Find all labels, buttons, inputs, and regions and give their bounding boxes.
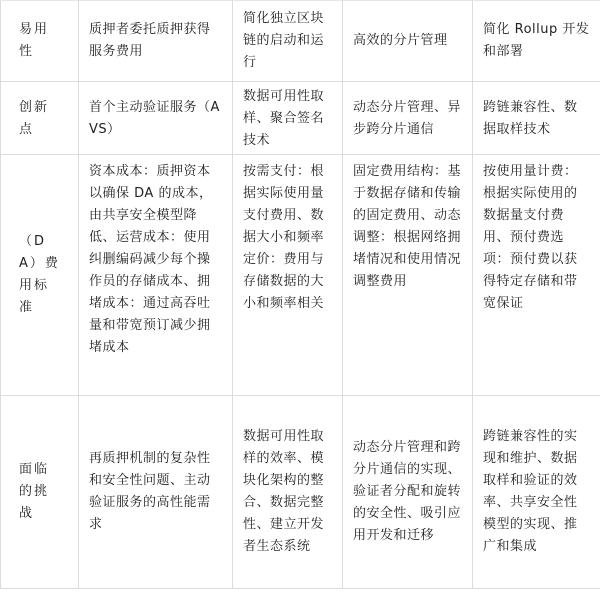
table-cell: 动态分片管理、异步跨分片通信 <box>343 82 473 155</box>
table-cell: 固定费用结构：基于数据存储和传输的固定费用、动态调整：根据网络拥堵情况和使用情况调整费用 <box>343 155 473 396</box>
row-label-challenges: 面临的挑战 <box>1 396 79 589</box>
table-cell: 按使用量计费：根据实际使用的数据量支付费用、预付费选项：预付费以获得特定存储和带宽保证 <box>473 155 600 396</box>
table-cell: 再质押机制的复杂性和安全性问题、主动验证服务的高性能需求 <box>79 396 233 589</box>
table-cell: 简化独立区块链的启动和运行 <box>233 1 343 82</box>
table-row-innovation <box>1 82 600 155</box>
table-cell: 数据可用性取样、聚合签名技术 <box>233 82 343 155</box>
row-label-innovation: 创新点 <box>1 82 79 155</box>
row-label-usability: 易用性 <box>1 1 79 82</box>
row-label-fee-standard: （DA）费用标准 <box>1 155 79 396</box>
table-row-challenges <box>1 396 600 589</box>
table-cell: 按需支付：根据实际使用量支付费用、数据大小和频率定价：费用与存储数据的大小和频率相关 <box>233 155 343 396</box>
table-cell: 资本成本：质押资本以确保 DA 的成本，由共享安全模型降低、运营成本：使用纠删编码减少每个操作员的存储成本、拥堵成本：通过高吞吐量和带宽预订减少拥堵成本 <box>79 155 233 396</box>
table-cell: 高效的分片管理 <box>343 1 473 82</box>
table-cell: 动态分片管理和跨分片通信的实现、验证者分配和旋转的安全性、吸引应用开发和迁移 <box>343 396 473 589</box>
table-cell: 首个主动验证服务（AVS） <box>79 82 233 155</box>
table-row-usability <box>1 1 600 82</box>
table-cell: 质押者委托质押获得服务费用 <box>79 1 233 82</box>
table-cell: 数据可用性取样的效率、模块化架构的整合、数据完整性、建立开发者生态系统 <box>233 396 343 589</box>
table-cell: 简化 Rollup 开发和部署 <box>473 1 600 82</box>
table-cell: 跨链兼容性、数据取样技术 <box>473 82 600 155</box>
table-row-fee-standard <box>1 155 600 396</box>
table-cell: 跨链兼容性的实现和维护、数据取样和验证的效率、共享安全性模型的实现、推广和集成 <box>473 396 600 589</box>
